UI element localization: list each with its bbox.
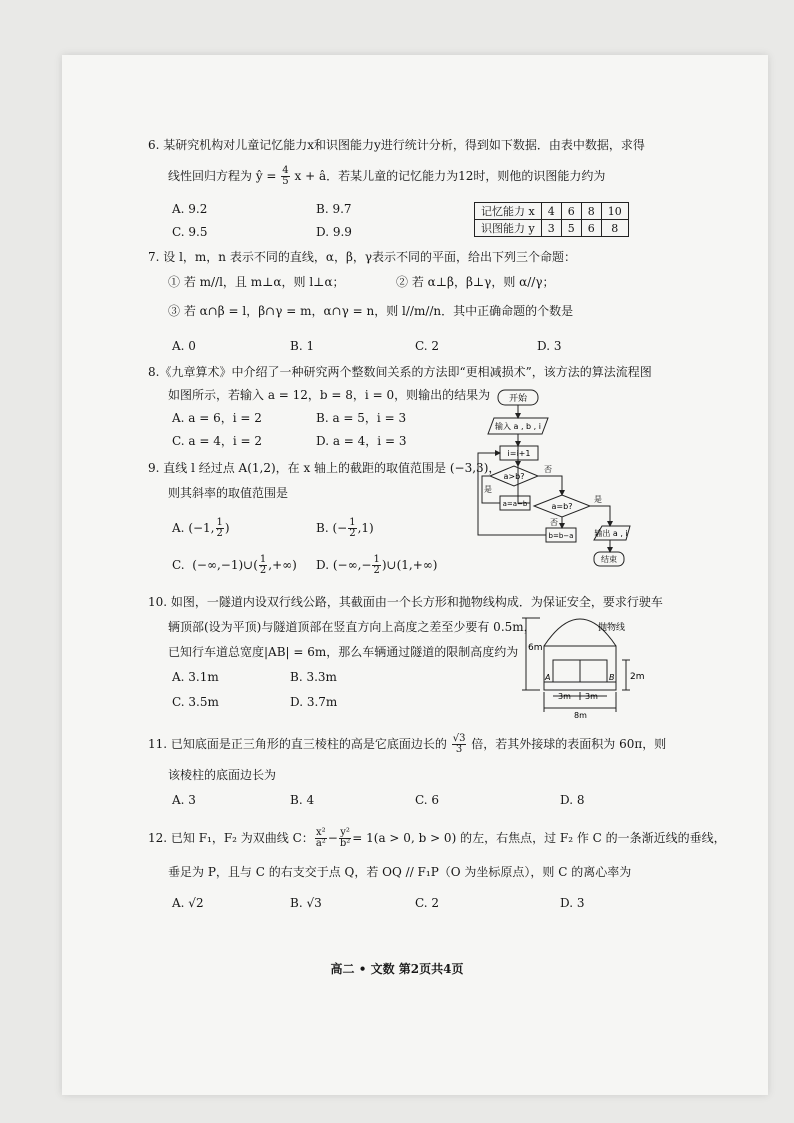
frac-den: 2 <box>259 565 267 576</box>
q9-d-post: )∪(1,+∞) <box>381 558 438 572</box>
q11-option-d: D. 8 <box>560 793 585 807</box>
q6-line2 <box>168 166 605 187</box>
frac-num: 1 <box>349 517 356 528</box>
q8-option-c: C. a = 4，i = 2 <box>172 434 263 448</box>
frac-den: b² <box>339 838 351 849</box>
q9-c-fraction <box>259 555 267 576</box>
q9-d-fraction <box>372 555 380 576</box>
flow-no-label-1: 否 <box>544 465 552 474</box>
table-cell: 8 <box>581 203 601 220</box>
width-8m-label: 8m <box>574 711 587 720</box>
q9-option-b <box>316 518 374 539</box>
q8-line1: 8.《九章算术》中介绍了一种研究两个整数间关系的方法即“更相减损术”，该方法的算法流程图 <box>148 365 652 379</box>
point-b-label: B <box>609 673 615 682</box>
flow-sub1-label: a=a−b <box>502 500 528 508</box>
height-6m-label: 6m <box>528 643 543 653</box>
width-3m-right: 3m <box>585 692 598 701</box>
frac-num: 1 <box>373 554 380 565</box>
table-cell: 10 <box>601 203 628 220</box>
width-3m-left: 3m <box>558 692 571 701</box>
q9-b-post: ,1) <box>357 521 374 535</box>
q10-line1: 10. 如图，一隧道内设双行线公路，其截面由一个长方形和抛物线构成．为保证安全，要求行驶车 <box>148 595 663 609</box>
frac-num: 1 <box>259 554 267 565</box>
flow-cond1-label: a>b? <box>503 472 525 481</box>
q12-line2: 垂足为 P，且与 C 的右支交于点 Q，若 OQ // F₁P（O 为坐标原点），则 C 的离心率为 <box>168 865 632 879</box>
q10-tunnel-figure <box>514 612 654 720</box>
q9-c-post: ,+∞) <box>268 558 297 572</box>
frac-num: x² <box>315 827 326 838</box>
q9-a-pre: (−1, <box>188 521 215 535</box>
q11-fraction <box>452 734 467 755</box>
q11-option-c: C. 6 <box>415 793 440 807</box>
q6-option-d: D. 9.9 <box>316 225 352 239</box>
height-2m-label: 2m <box>630 672 645 682</box>
q9-b-label: B. <box>316 521 329 535</box>
q9-option-d <box>316 555 437 576</box>
q7-option-a: A. 0 <box>172 339 196 353</box>
q12-minus: − <box>327 831 338 845</box>
q9-c-pre: (−∞,−1)∪( <box>192 558 258 572</box>
q12-frac-x <box>315 828 327 849</box>
q6-line2-post: x + â．若某儿童的记忆能力为12时，则他的识图能力约为 <box>294 169 606 183</box>
frac-num: 1 <box>216 517 223 528</box>
q8-option-b: B. a = 5，i = 3 <box>316 411 407 425</box>
q9-line2: 则其斜率的取值范围是 <box>168 486 289 500</box>
q6-line1: 6. 某研究机构对儿童记忆能力x和识图能力y进行统计分析，得到如下数据．由表中数据，求得 <box>148 138 645 152</box>
frac-num: √3 <box>452 733 466 744</box>
q11-line1 <box>148 734 666 755</box>
q11-line1-post: 倍，若其外接球的表面积为 60π，则 <box>471 737 667 751</box>
flow-cond2-label: a=b? <box>551 502 573 511</box>
q6-line2-pre: 线性回归方程为 ŷ = <box>168 169 277 183</box>
q7-prop2: ② 若 α⊥β，β⊥γ，则 α//γ； <box>396 275 555 289</box>
q8-option-d: D. a = 4，i = 3 <box>316 434 407 448</box>
frac-den: 2 <box>349 528 356 539</box>
q9-c-label: C. <box>172 558 185 572</box>
q9-line1: 9. 直线 l 经过点 A(1,2)，在 x 轴上的截距的取值范围是 (−3,3)， <box>148 461 501 475</box>
frac-den: a² <box>315 838 326 849</box>
q9-option-a <box>172 518 230 539</box>
q9-d-label: D. <box>316 558 330 572</box>
flow-sub2-label: b=b−a <box>548 532 574 540</box>
q7-prop1: ① 若 m//l，且 m⊥α，则 l⊥α； <box>168 275 345 289</box>
q12-option-d: D. 3 <box>560 896 585 910</box>
table-row-label: 记忆能力 x <box>475 203 542 220</box>
page-footer: 高二 • 文数 第2页共4页 <box>330 962 464 976</box>
q9-a-label: A. <box>172 521 185 535</box>
table-cell: 8 <box>601 220 628 237</box>
table-cell: 6 <box>581 220 601 237</box>
q12-line1-pre: 12. 已知 F₁，F₂ 为双曲线 C： <box>148 831 314 845</box>
q7-option-c: C. 2 <box>415 339 440 353</box>
flow-yes-label-1: 是 <box>484 485 492 494</box>
q11-option-a: A. 3 <box>172 793 196 807</box>
q8-flowchart <box>470 388 640 570</box>
q10-line3: 已知行车道总宽度|AB| = 6m，那么车辆通过隧道的限制高度约为 <box>168 645 519 659</box>
flow-step-label: i=i+1 <box>507 449 531 458</box>
lane-rect-right <box>580 660 607 682</box>
q12-line1-post: = 1(a > 0, b > 0) 的左，右焦点，过 F₂ 作 C 的一条渐近线的垂线， <box>352 831 726 845</box>
q9-b-fraction <box>348 518 356 539</box>
q7-option-d: D. 3 <box>537 339 562 353</box>
q9-d-pre: (−∞,− <box>332 558 372 572</box>
q7-option-b: B. 1 <box>290 339 315 353</box>
table-row-label: 识图能力 y <box>475 220 542 237</box>
q9-b-pre: (− <box>332 521 348 535</box>
q10-option-c: C. 3.5m <box>172 695 219 709</box>
table-row <box>475 203 629 220</box>
q10-option-b: B. 3.3m <box>290 670 337 684</box>
q6-frac-num: 4 <box>282 165 289 176</box>
q11-line1-pre: 11. 已知底面是正三角形的直三棱柱的高是它底面边长的 <box>148 737 447 751</box>
q11-line2: 该棱柱的底面边长为 <box>168 768 277 782</box>
q12-option-a: A. √2 <box>172 896 204 910</box>
q10-option-a: A. 3.1m <box>172 670 219 684</box>
q9-a-fraction <box>216 518 224 539</box>
flow-start-label: 开始 <box>508 394 528 404</box>
frac-num: y² <box>340 827 350 838</box>
flow-no-label-2: 否 <box>550 518 558 527</box>
q11-option-b: B. 4 <box>290 793 315 807</box>
q8-line2: 如图所示，若输入 a = 12，b = 8，i = 0，则输出的结果为 <box>168 388 491 402</box>
frac-den: 2 <box>216 528 223 539</box>
frac-den: 3 <box>455 744 463 755</box>
q8-option-a: A. a = 6，i = 2 <box>172 411 262 425</box>
flow-yes-label-2: 是 <box>594 495 602 504</box>
q7-line1: 7. 设 l，m，n 表示不同的直线，α，β，γ表示不同的平面，给出下列三个命题： <box>148 250 577 264</box>
flow-input-label: 输入 a , b , i <box>494 422 542 431</box>
table-cell: 5 <box>561 220 581 237</box>
q12-frac-y <box>339 828 351 849</box>
q6-option-c: C. 9.5 <box>172 225 208 239</box>
lane-rect-left <box>553 660 580 682</box>
q10-line2: 辆顶部(设为平顶)与隧道顶部在竖直方向上高度之差至少要有 0.5m， <box>168 620 536 634</box>
table-cell: 3 <box>541 220 561 237</box>
q12-line1 <box>148 828 726 849</box>
q6-option-b: B. 9.7 <box>316 202 352 216</box>
table-cell: 6 <box>561 203 581 220</box>
q12-option-c: C. 2 <box>415 896 440 910</box>
q12-option-b: B. √3 <box>290 896 322 910</box>
point-a-label: A <box>545 673 551 682</box>
q6-frac-den: 5 <box>282 176 289 187</box>
parabola-label: 抛物线 <box>598 623 626 633</box>
q6-option-a: A. 9.2 <box>172 202 208 216</box>
q9-a-post: ) <box>224 521 230 535</box>
frac-den: 2 <box>373 565 380 576</box>
flow-output-label: 输出 a , i <box>594 529 628 538</box>
q6-data-table <box>474 202 629 237</box>
q7-prop3: ③ 若 α∩β = l，β∩γ = m，α∩γ = n，则 l//m//n．其中正确命题的个数是 <box>168 304 574 318</box>
table-cell: 4 <box>541 203 561 220</box>
q6-fraction <box>281 166 289 187</box>
q9-option-c <box>172 555 297 576</box>
flow-end-label: 结束 <box>601 555 617 564</box>
q10-option-d: D. 3.7m <box>290 695 338 709</box>
table-row <box>475 220 629 237</box>
